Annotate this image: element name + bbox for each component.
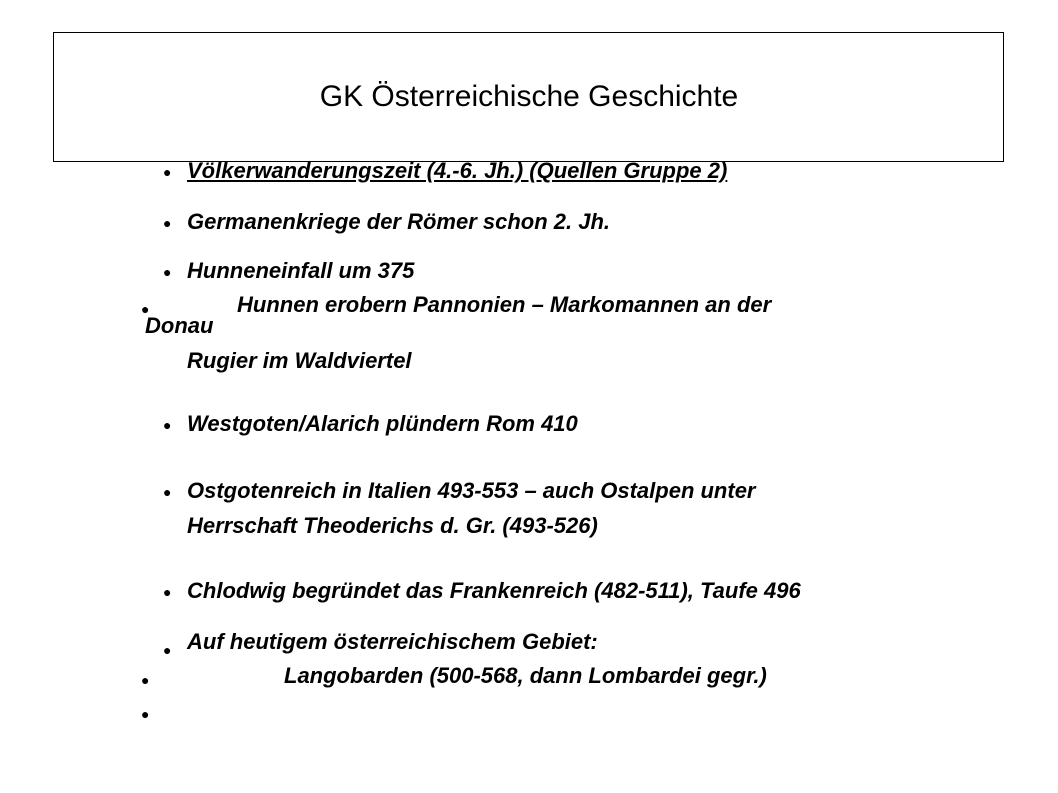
line-auf-heutigem: Auf heutigem österreichischem Gebiet: — [187, 629, 598, 654]
bullet-icon: ● — [163, 264, 172, 280]
line-hunnen-pannonien: Hunnen erobern Pannonien – Markomannen an der — [237, 292, 772, 317]
bullet-icon: ● — [163, 164, 172, 180]
line-westgoten: Westgoten/Alarich plündern Rom 410 — [187, 411, 578, 436]
line-rugier: Rugier im Waldviertel — [187, 348, 412, 373]
line-chlodwig: Chlodwig begründet das Frankenreich (482-511), Taufe 496 — [187, 578, 801, 603]
line-ostgoten-1: Ostgotenreich in Italien 493-553 – auch Ostalpen unter — [187, 478, 756, 503]
bullet-icon: ● — [141, 706, 150, 722]
line-langobarden: Langobarden (500-568, dann Lombardei gegr.) — [284, 663, 767, 688]
bullet-icon: ● — [163, 584, 172, 600]
line-voelkerwanderung: Völkerwanderungszeit (4.-6. Jh.) (Quellen Gruppe 2) — [187, 158, 728, 183]
bullet-icon: ● — [141, 301, 150, 317]
line-hunneneinfall: Hunneneinfall um 375 — [187, 258, 415, 283]
bullet-icon: ● — [163, 484, 172, 500]
line-donau: Donau — [145, 313, 214, 338]
slide-title: GK Österreichische Geschichte — [319, 80, 739, 113]
bullet-icon: ● — [163, 642, 172, 658]
line-germanenkriege: Germanenkriege der Römer schon 2. Jh. — [187, 209, 611, 234]
line-ostgoten-2: Herrschaft Theoderichs d. Gr. (493-526) — [187, 513, 598, 538]
bullet-icon: ● — [163, 215, 172, 231]
bullet-icon: ● — [141, 672, 150, 688]
bullet-icon: ● — [163, 417, 172, 433]
